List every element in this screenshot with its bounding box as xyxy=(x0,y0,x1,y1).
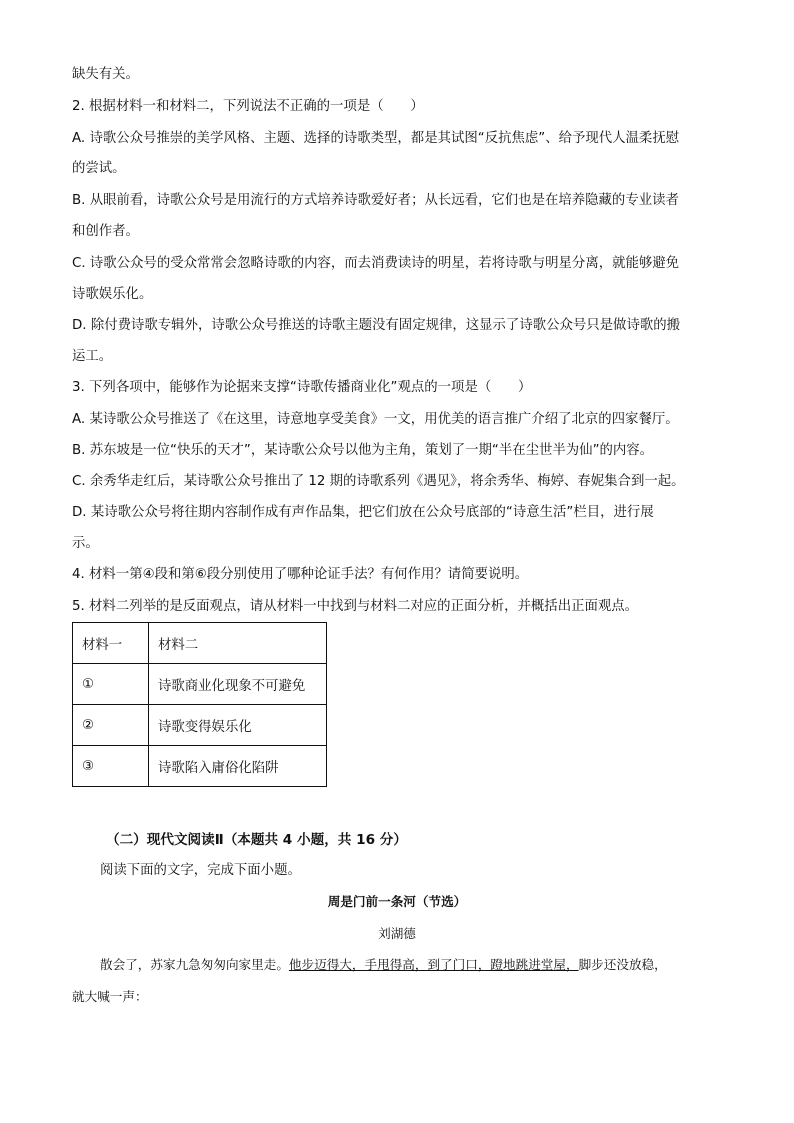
table-row xyxy=(73,746,327,787)
text-line: 缺失有关。 xyxy=(72,67,139,82)
table-row xyxy=(73,664,327,705)
table-cell: ② xyxy=(73,705,149,746)
question-3: 3. 下列各项中，能够作为论据来支撑“诗歌传播商业化”观点的一项是（ ） xyxy=(72,380,532,395)
option-2d-line1: D. 除付费诗歌专辑外，诗歌公众号推送的诗歌主题没有固定规律，这显示了诗歌公众号只是做诗歌的搬 xyxy=(72,318,681,333)
table-header-row xyxy=(73,623,327,664)
option-2a-line2: 的尝试。 xyxy=(72,161,126,176)
option-3d-line2: 示。 xyxy=(72,536,99,551)
option-2c-line2: 诗歌娱乐化。 xyxy=(72,287,153,302)
question-4: 4. 材料一第④段和第⑥段分别使用了哪种论证手法？有何作用？请简要说明。 xyxy=(72,567,529,582)
table-header-cell: 材料二 xyxy=(149,623,327,664)
question-5: 5. 材料二列举的是反面观点，请从材料一中找到与材料二对应的正面分析，并概括出正面观点。 xyxy=(72,599,639,614)
question-2: 2. 根据材料一和材料二，下列说法不正确的一项是（ ） xyxy=(72,99,424,114)
table-cell: ① xyxy=(73,664,149,705)
table-row xyxy=(73,705,327,746)
option-2b-line1: B. 从眼前看，诗歌公众号是用流行的方式培养诗歌爱好者；从长远看，它们也是在培养隐藏的专业读者 xyxy=(72,193,679,208)
option-2c-line1: C. 诗歌公众号的受众常常会忽略诗歌的内容，而去消费读诗的明星，若将诗歌与明星分离，就能够避免 xyxy=(72,256,680,271)
paragraph-line2: 就大喊一声： xyxy=(72,989,148,1004)
article-author: 刘湖德 xyxy=(378,926,416,941)
table-cell: 诗歌陷入庸俗化陷阱 xyxy=(149,746,327,787)
article-title: 周是门前一条河（节选） xyxy=(327,894,467,909)
option-3d-line1: D. 某诗歌公众号将往期内容制作成有声作品集，把它们放在公众号底部的“诗意生活”栏目，进行展 xyxy=(72,505,654,520)
option-3b: B. 苏东坡是一位“快乐的天才”，某诗歌公众号以他为主角，策划了一期“半在尘世半为仙”的内容。 xyxy=(72,443,654,458)
option-2d-line2: 运工。 xyxy=(72,349,113,364)
option-3a: A. 某诗歌公众号推送了《在这里，诗意地享受美食》一文，用优美的语言推广介绍了北京的四家餐厅。 xyxy=(72,412,679,427)
table-header-cell: 材料一 xyxy=(73,623,149,664)
reading-instruction: 阅读下面的文字，完成下面小题。 xyxy=(100,863,301,878)
underlined-text: 他步迈得大，手甩得高，到了门口，蹬地跳进堂屋， xyxy=(288,957,579,972)
table-cell: 诗歌变得娱乐化 xyxy=(149,705,327,746)
material-table xyxy=(72,622,327,787)
option-2b-line2: 和创作者。 xyxy=(72,224,139,239)
paragraph-text: 散会了，苏家九急匆匆向家里走。 xyxy=(100,957,289,972)
paragraph-line1 xyxy=(100,956,667,974)
section-heading: （二）现代文阅读Ⅱ（本题共 4 小题，共 16 分） xyxy=(106,832,407,848)
paragraph-text: 脚步还没放稳， xyxy=(578,957,667,972)
table-cell: 诗歌商业化现象不可避免 xyxy=(149,664,327,705)
table-cell: ③ xyxy=(73,746,149,787)
option-3c: C. 余秀华走红后，某诗歌公众号推出了 12 期的诗歌系列《遇见》，将余秀华、梅婷、春妮集合到一起。 xyxy=(72,474,685,489)
option-2a-line1: A. 诗歌公众号推崇的美学风格、主题、选择的诗歌类型，都是其试图“反抗焦虑”、给予现代人温柔抚慰 xyxy=(72,131,680,146)
